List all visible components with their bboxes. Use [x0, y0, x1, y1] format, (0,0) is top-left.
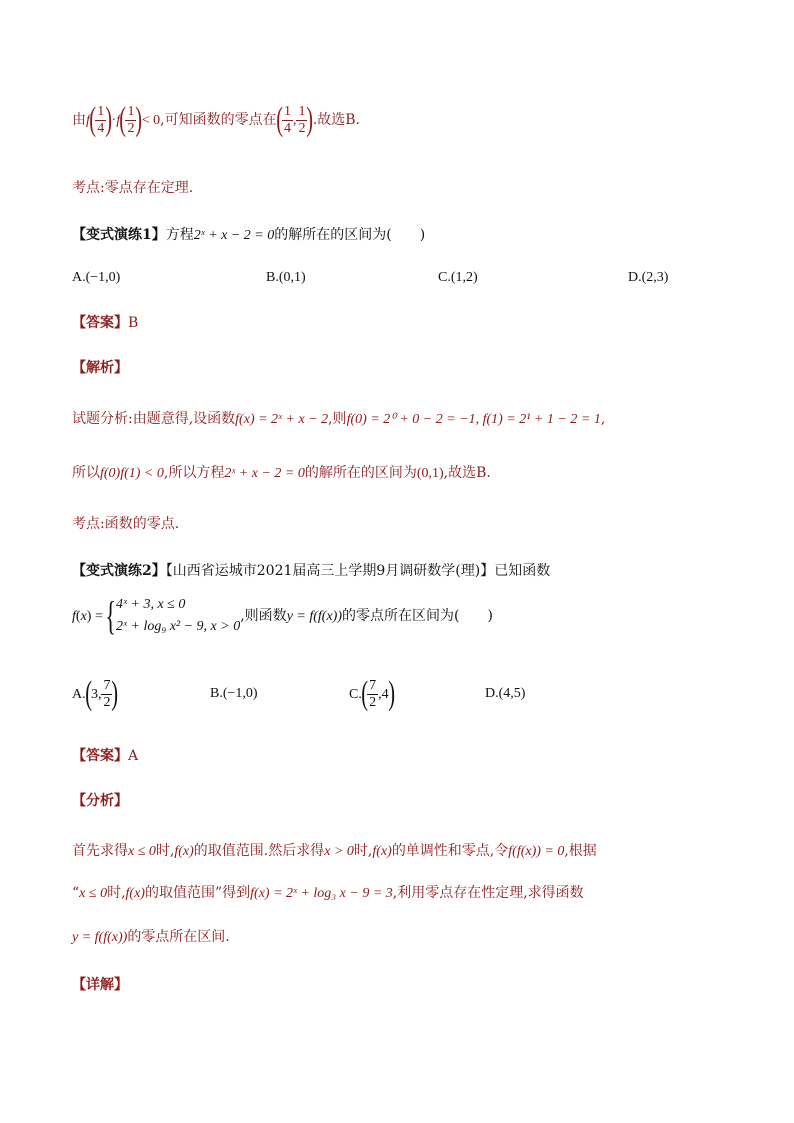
so-c: ,所以方程: [163, 465, 225, 481]
so-g: ,故选B.: [443, 465, 491, 481]
answer-label-2: 【答案】: [72, 748, 128, 764]
exercise-2-option-b: B.(−1,0): [210, 686, 258, 701]
kaodian-1: 考点:零点存在定理.: [72, 180, 194, 196]
p2-c: 时,: [107, 885, 126, 901]
p1-c: 时,: [155, 843, 175, 859]
p3-a: y = f(f(x)): [72, 930, 128, 945]
exercise-2-stem-c: y = f(f(x)): [286, 609, 342, 624]
exercise-2-analysis-p3: [72, 927, 230, 948]
exercise-2-option-d: D.(4,5): [485, 686, 526, 701]
p1-i: 的单调性和零点,令: [391, 843, 509, 859]
p1-e: 的取值范围.然后求得: [193, 843, 325, 859]
exercise-1-option-b: B.(0,1): [266, 270, 306, 285]
exercise-1-option-a: A.(−1,0): [72, 270, 121, 285]
exercise-2-analysis-p1: [72, 841, 597, 862]
option-c-label: C.: [349, 687, 362, 702]
p1-f: x > 0: [324, 844, 354, 859]
p1-j: f(f(x)) = 0: [508, 844, 565, 859]
p1-a: 首先求得: [72, 843, 128, 859]
exercise-2-analysis-label: 【分析】: [72, 793, 128, 809]
exercise-2-stem: 已知函数: [494, 563, 551, 579]
exercise-2-stem-b: ,则函数: [240, 608, 287, 624]
so-f: (0,1): [416, 466, 444, 481]
exercise-2-stem-d: 的零点所在区间为( ): [342, 608, 493, 624]
exercise-2-detail-label: 【详解】: [72, 977, 128, 993]
exercise-2-function: f(x) ={ 4ˣ + 3, x ≤ 0 2ˣ + log₉ x² − 9, x > 0 ,则函数y = f(f(x))的零点所在区间为( ): [72, 593, 493, 638]
so-e: 的解所在的区间为: [304, 465, 417, 481]
so-b: f(0)f(1) < 0: [100, 466, 164, 481]
exercise-2-source: 【山西省运城市2021届高三上学期9月调研数学(理)】: [165, 563, 495, 579]
p1-b: x ≤ 0: [128, 844, 156, 859]
answer-label: 【答案】: [72, 315, 128, 331]
p3-b: 的零点所在区间.: [127, 929, 230, 945]
exercise-2-analysis-p2: [72, 883, 584, 904]
conclusion-suffix: .故选B.: [312, 112, 360, 128]
case-2: 2ˣ + log₉ x² − 9, x > 0: [116, 619, 241, 634]
analysis-e: ,: [600, 411, 606, 427]
conclusion-line: 由f( $\frac{1}{4}$ )·f( $\frac{1}{2}$ )< 0,可知函数的零点在( $\frac{1}{4}$ , $\frac{1}{2}$ ).故选B.: [72, 101, 360, 138]
option-a-label: A.: [72, 687, 86, 702]
case-1: 4ˣ + 3, x ≤ 0: [116, 597, 186, 612]
exercise-1-stem-a: 方程: [165, 227, 194, 243]
p2-a: “: [72, 885, 80, 901]
exercise-1-kaodian: 考点:函数的零点.: [72, 516, 180, 532]
exercise-1-analysis-label: 【解析】: [72, 360, 128, 376]
p1-k: ,根据: [564, 843, 597, 859]
conclusion-condition: < 0: [141, 113, 161, 128]
exercise-2-header: [72, 561, 550, 581]
analysis-d: f(0) = 2⁰ + 0 − 2 = −1, f(1) = 2¹ + 1 − 2 = 1: [346, 412, 601, 427]
exercise-2-option-c: C.( $\frac{7}{2}$ ,4): [349, 675, 395, 712]
answer-value: B: [128, 315, 139, 331]
so-a: 所以: [72, 465, 100, 481]
analysis-a: 试题分析:由题意得,设函数: [72, 411, 236, 427]
exercise-1-tag: 【变式演练1】: [72, 227, 166, 243]
analysis-c: ,则: [328, 411, 347, 427]
exercise-2-option-a: A.(3, $\frac{7}{2}$ ): [72, 675, 119, 712]
p2-f: f(x) = 2ˣ + log₃ x − 9 = 3: [250, 886, 393, 901]
exercise-1-stem-b: 的解所在的区间为( ): [274, 227, 426, 243]
p2-g: ,利用零点存在性定理,求得函数: [392, 885, 584, 901]
exercise-2-tag: 【变式演练2】: [72, 563, 166, 579]
conclusion-prefix: 由: [72, 112, 86, 128]
exercise-1-stem: [72, 225, 425, 246]
answer-value-2: A: [128, 748, 139, 764]
exercise-1-equation: 2ˣ + x − 2 = 0: [193, 228, 275, 243]
exercise-1-answer: [72, 313, 138, 333]
exercise-1-option-d: D.(2,3): [628, 270, 669, 285]
p1-g: 时,: [353, 843, 373, 859]
p2-e: 的取值范围”得到: [144, 885, 251, 901]
p1-h: f(x): [372, 844, 392, 859]
conclusion-middle: ,可知函数的零点在: [160, 112, 277, 128]
exercise-1-analysis: [72, 409, 605, 430]
p1-d: f(x): [174, 844, 194, 859]
exercise-1-option-c: C.(1,2): [438, 270, 478, 285]
so-d: 2ˣ + x − 2 = 0: [224, 466, 305, 481]
exercise-1-conclusion: [72, 463, 491, 484]
analysis-b: f(x) = 2ˣ + x − 2: [235, 412, 329, 427]
exercise-2-answer: [72, 746, 138, 766]
p2-b: x ≤ 0: [79, 886, 108, 901]
p2-d: f(x): [125, 886, 145, 901]
